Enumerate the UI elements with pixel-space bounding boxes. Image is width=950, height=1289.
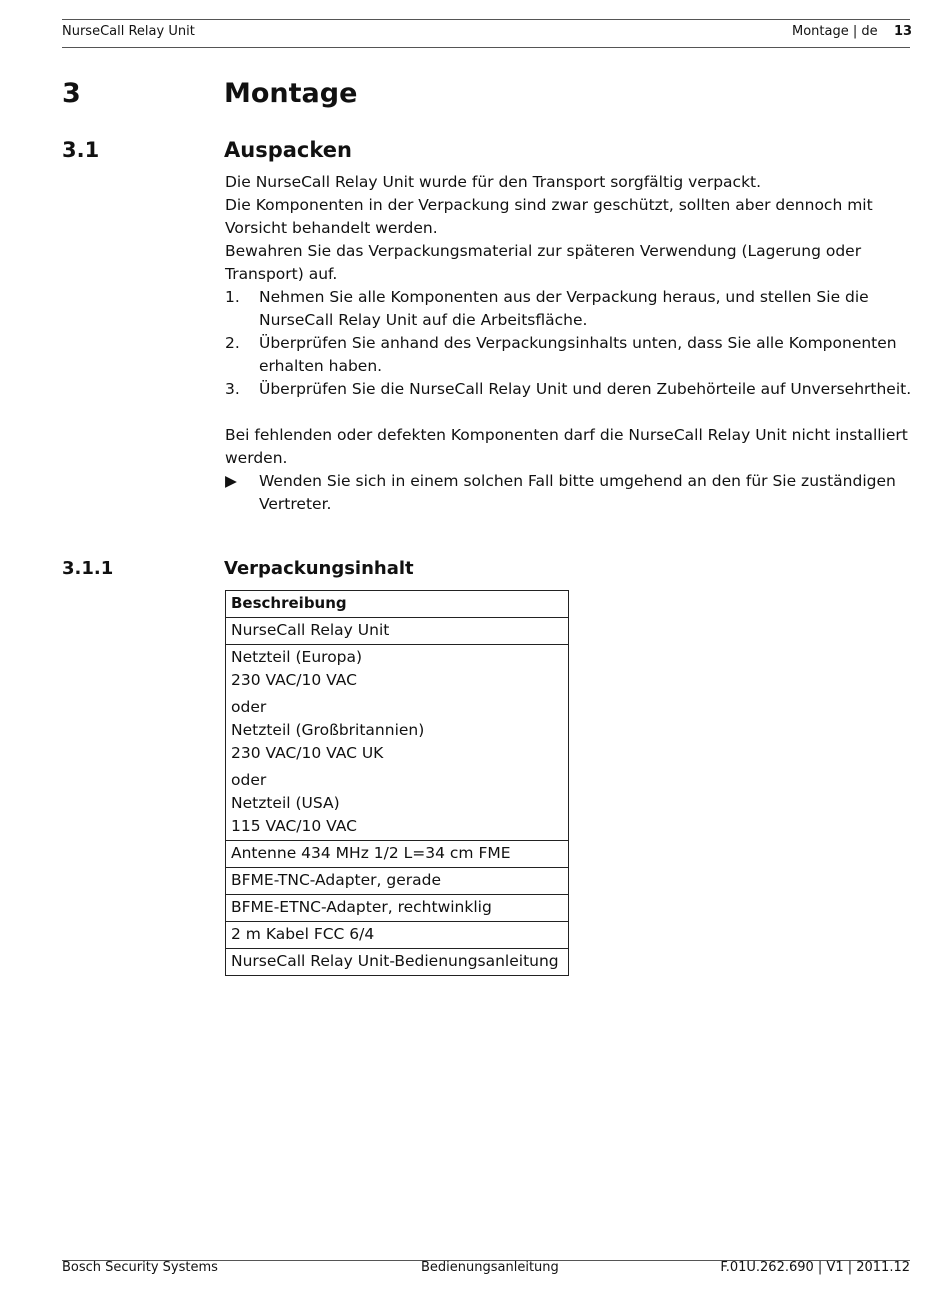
table-cell: NurseCall Relay Unit bbox=[226, 618, 569, 645]
step-item bbox=[225, 378, 915, 401]
step-item bbox=[225, 332, 915, 378]
header-doc-title: NurseCall Relay Unit bbox=[62, 24, 195, 39]
cell-line: 115 VAC/10 VAC bbox=[231, 817, 357, 835]
table-row bbox=[226, 868, 569, 895]
cell-line: 230 VAC/10 VAC bbox=[231, 671, 357, 689]
package-contents-table bbox=[225, 590, 569, 976]
warning-paragraph: Bei fehlenden oder defekten Komponenten darf die NurseCall Relay Unit nicht installiert werden. bbox=[225, 426, 908, 467]
step-number: 3. bbox=[225, 380, 240, 398]
table-row bbox=[226, 949, 569, 976]
cell-line: oder bbox=[231, 771, 267, 789]
spacer bbox=[225, 401, 915, 424]
cell-line: Netzteil (Europa) bbox=[231, 648, 363, 666]
header-bottom-rule bbox=[62, 47, 910, 48]
subsection-number: 3.1.1 bbox=[62, 558, 114, 579]
header-top-rule bbox=[62, 19, 910, 20]
table-row bbox=[226, 618, 569, 645]
arrow-right-icon: ▶ bbox=[225, 472, 237, 490]
cell-line: 230 VAC/10 VAC UK bbox=[231, 744, 384, 762]
table-cell: NurseCall Relay Unit-Bedienungsanleitung bbox=[226, 949, 569, 976]
chapter-title: Montage bbox=[224, 78, 358, 109]
table-cell: Antenne 434 MHz 1/2 L=34 cm FME bbox=[226, 841, 569, 868]
section-body bbox=[225, 171, 915, 516]
action-text: Wenden Sie sich in einem solchen Fall bitte umgehend an den für Sie zuständigen Vertreter. bbox=[259, 472, 896, 513]
page-number: 13 bbox=[894, 24, 913, 39]
step-number: 1. bbox=[225, 288, 240, 306]
footer-doc-type: Bedienungsanleitung bbox=[421, 1260, 559, 1275]
step-number: 2. bbox=[225, 334, 240, 352]
step-text: Nehmen Sie alle Komponenten aus der Verpackung heraus, und stellen Sie die NurseCall Relay Unit auf die Arbeitsfläche. bbox=[259, 288, 869, 329]
step-text: Überprüfen Sie die NurseCall Relay Unit und deren Zubehörteile auf Unversehrtheit. bbox=[259, 380, 912, 398]
section-number: 3.1 bbox=[62, 138, 100, 162]
footer-doc-id: F.01U.262.690 | V1 | 2011.12 bbox=[720, 1260, 910, 1275]
table-header-cell: Beschreibung bbox=[226, 591, 569, 618]
cell-line: Netzteil (USA) bbox=[231, 794, 340, 812]
table-cell-power-supplies bbox=[226, 645, 569, 841]
header-section: Montage | de bbox=[792, 24, 878, 39]
table-cell: BFME-TNC-Adapter, gerade bbox=[226, 868, 569, 895]
table-cell: 2 m Kabel FCC 6/4 bbox=[226, 922, 569, 949]
paragraph: Die NurseCall Relay Unit wurde für den Transport sorgfältig verpackt. bbox=[225, 173, 762, 191]
action-item bbox=[225, 470, 915, 516]
table-row bbox=[226, 895, 569, 922]
paragraph: Bewahren Sie das Verpackungsmaterial zur späteren Verwendung (Lagerung oder Transport) auf. bbox=[225, 242, 862, 283]
cell-line: Netzteil (Großbritannien) bbox=[231, 721, 425, 739]
section-title: Auspacken bbox=[224, 138, 352, 162]
step-text: Überprüfen Sie anhand des Verpackungsinhalts unten, dass Sie alle Komponenten erhalten haben. bbox=[259, 334, 897, 375]
step-item bbox=[225, 286, 915, 332]
chapter-number: 3 bbox=[62, 78, 81, 109]
subsection-title: Verpackungsinhalt bbox=[224, 558, 414, 579]
table-cell: BFME-ETNC-Adapter, rechtwinklig bbox=[226, 895, 569, 922]
table-row bbox=[226, 922, 569, 949]
table-row bbox=[226, 841, 569, 868]
footer-company: Bosch Security Systems bbox=[62, 1260, 218, 1275]
paragraph: Die Komponenten in der Verpackung sind zwar geschützt, sollten aber dennoch mit Vorsicht behandelt werden. bbox=[225, 196, 873, 237]
cell-line: oder bbox=[231, 698, 267, 716]
table-row bbox=[226, 645, 569, 841]
table-header-row bbox=[226, 591, 569, 618]
